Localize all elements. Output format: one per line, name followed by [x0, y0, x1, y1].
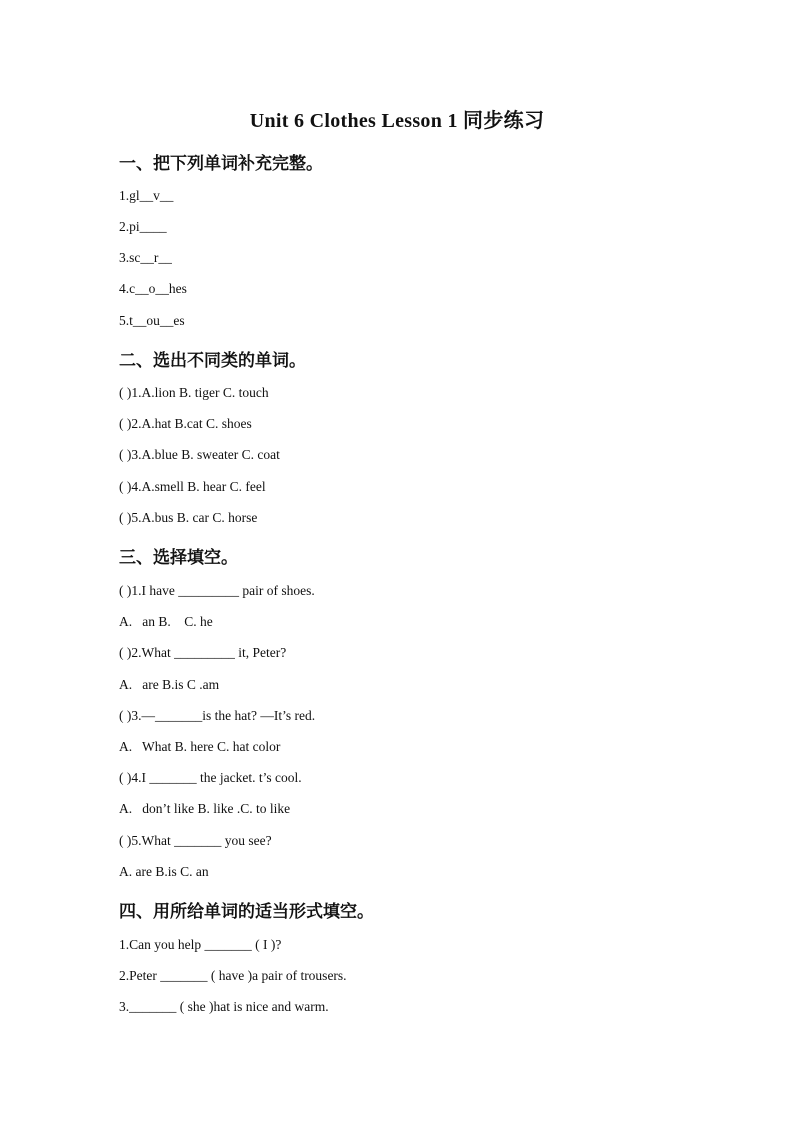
exercise-line: ( )1.I have _________ pair of shoes.: [119, 583, 315, 598]
exercise-line: A. don’t like B. like .C. to like: [119, 801, 291, 816]
exercise-line: ( )4.A.smell B. hear C. feel: [119, 479, 266, 494]
exercise-line: ( )2.What _________ it, Peter?: [119, 645, 287, 660]
exercise-line: 2.pi____: [119, 219, 167, 234]
exercise-line: 1.gl__v__: [119, 188, 174, 203]
page-title: Unit 6 Clothes Lesson 1 同步练习: [249, 110, 545, 132]
exercise-line: 5.t__ou__es: [119, 313, 185, 328]
exercise-line: A. an B. C. he: [119, 614, 213, 629]
exercise-line: 1.Can you help _______ ( I )?: [119, 937, 282, 952]
exercise-line: 3._______ ( she )hat is nice and warm.: [119, 999, 329, 1014]
exercise-line: ( )3.—_______is the hat? —It’s red.: [119, 708, 316, 723]
section-heading-2: 二、选出不同类的单词。: [119, 351, 306, 371]
section-heading-4: 四、用所给单词的适当形式填空。: [119, 902, 374, 922]
exercise-line: A. are B.is C .am: [119, 677, 220, 692]
exercise-line: ( )2.A.hat B.cat C. shoes: [119, 416, 252, 431]
section-heading-3: 三、选择填空。: [119, 548, 238, 568]
exercise-line: ( )5.What _______ you see?: [119, 833, 272, 848]
exercise-line: 4.c__o__hes: [119, 281, 187, 296]
exercise-line: 3.sc__r__: [119, 250, 172, 265]
exercise-line: ( )4.I _______ the jacket. t’s cool.: [119, 770, 302, 785]
exercise-line: ( )3.A.blue B. sweater C. coat: [119, 447, 280, 462]
exercise-line: 2.Peter _______ ( have )a pair of trousers.: [119, 968, 347, 983]
exercise-line: ( )1.A.lion B. tiger C. touch: [119, 385, 269, 400]
exercise-line: A. What B. here C. hat color: [119, 739, 281, 754]
section-heading-1: 一、把下列单词补充完整。: [119, 154, 323, 174]
exercise-line: A. are B.is C. an: [119, 864, 209, 879]
exercise-line: ( )5.A.bus B. car C. horse: [119, 510, 258, 525]
